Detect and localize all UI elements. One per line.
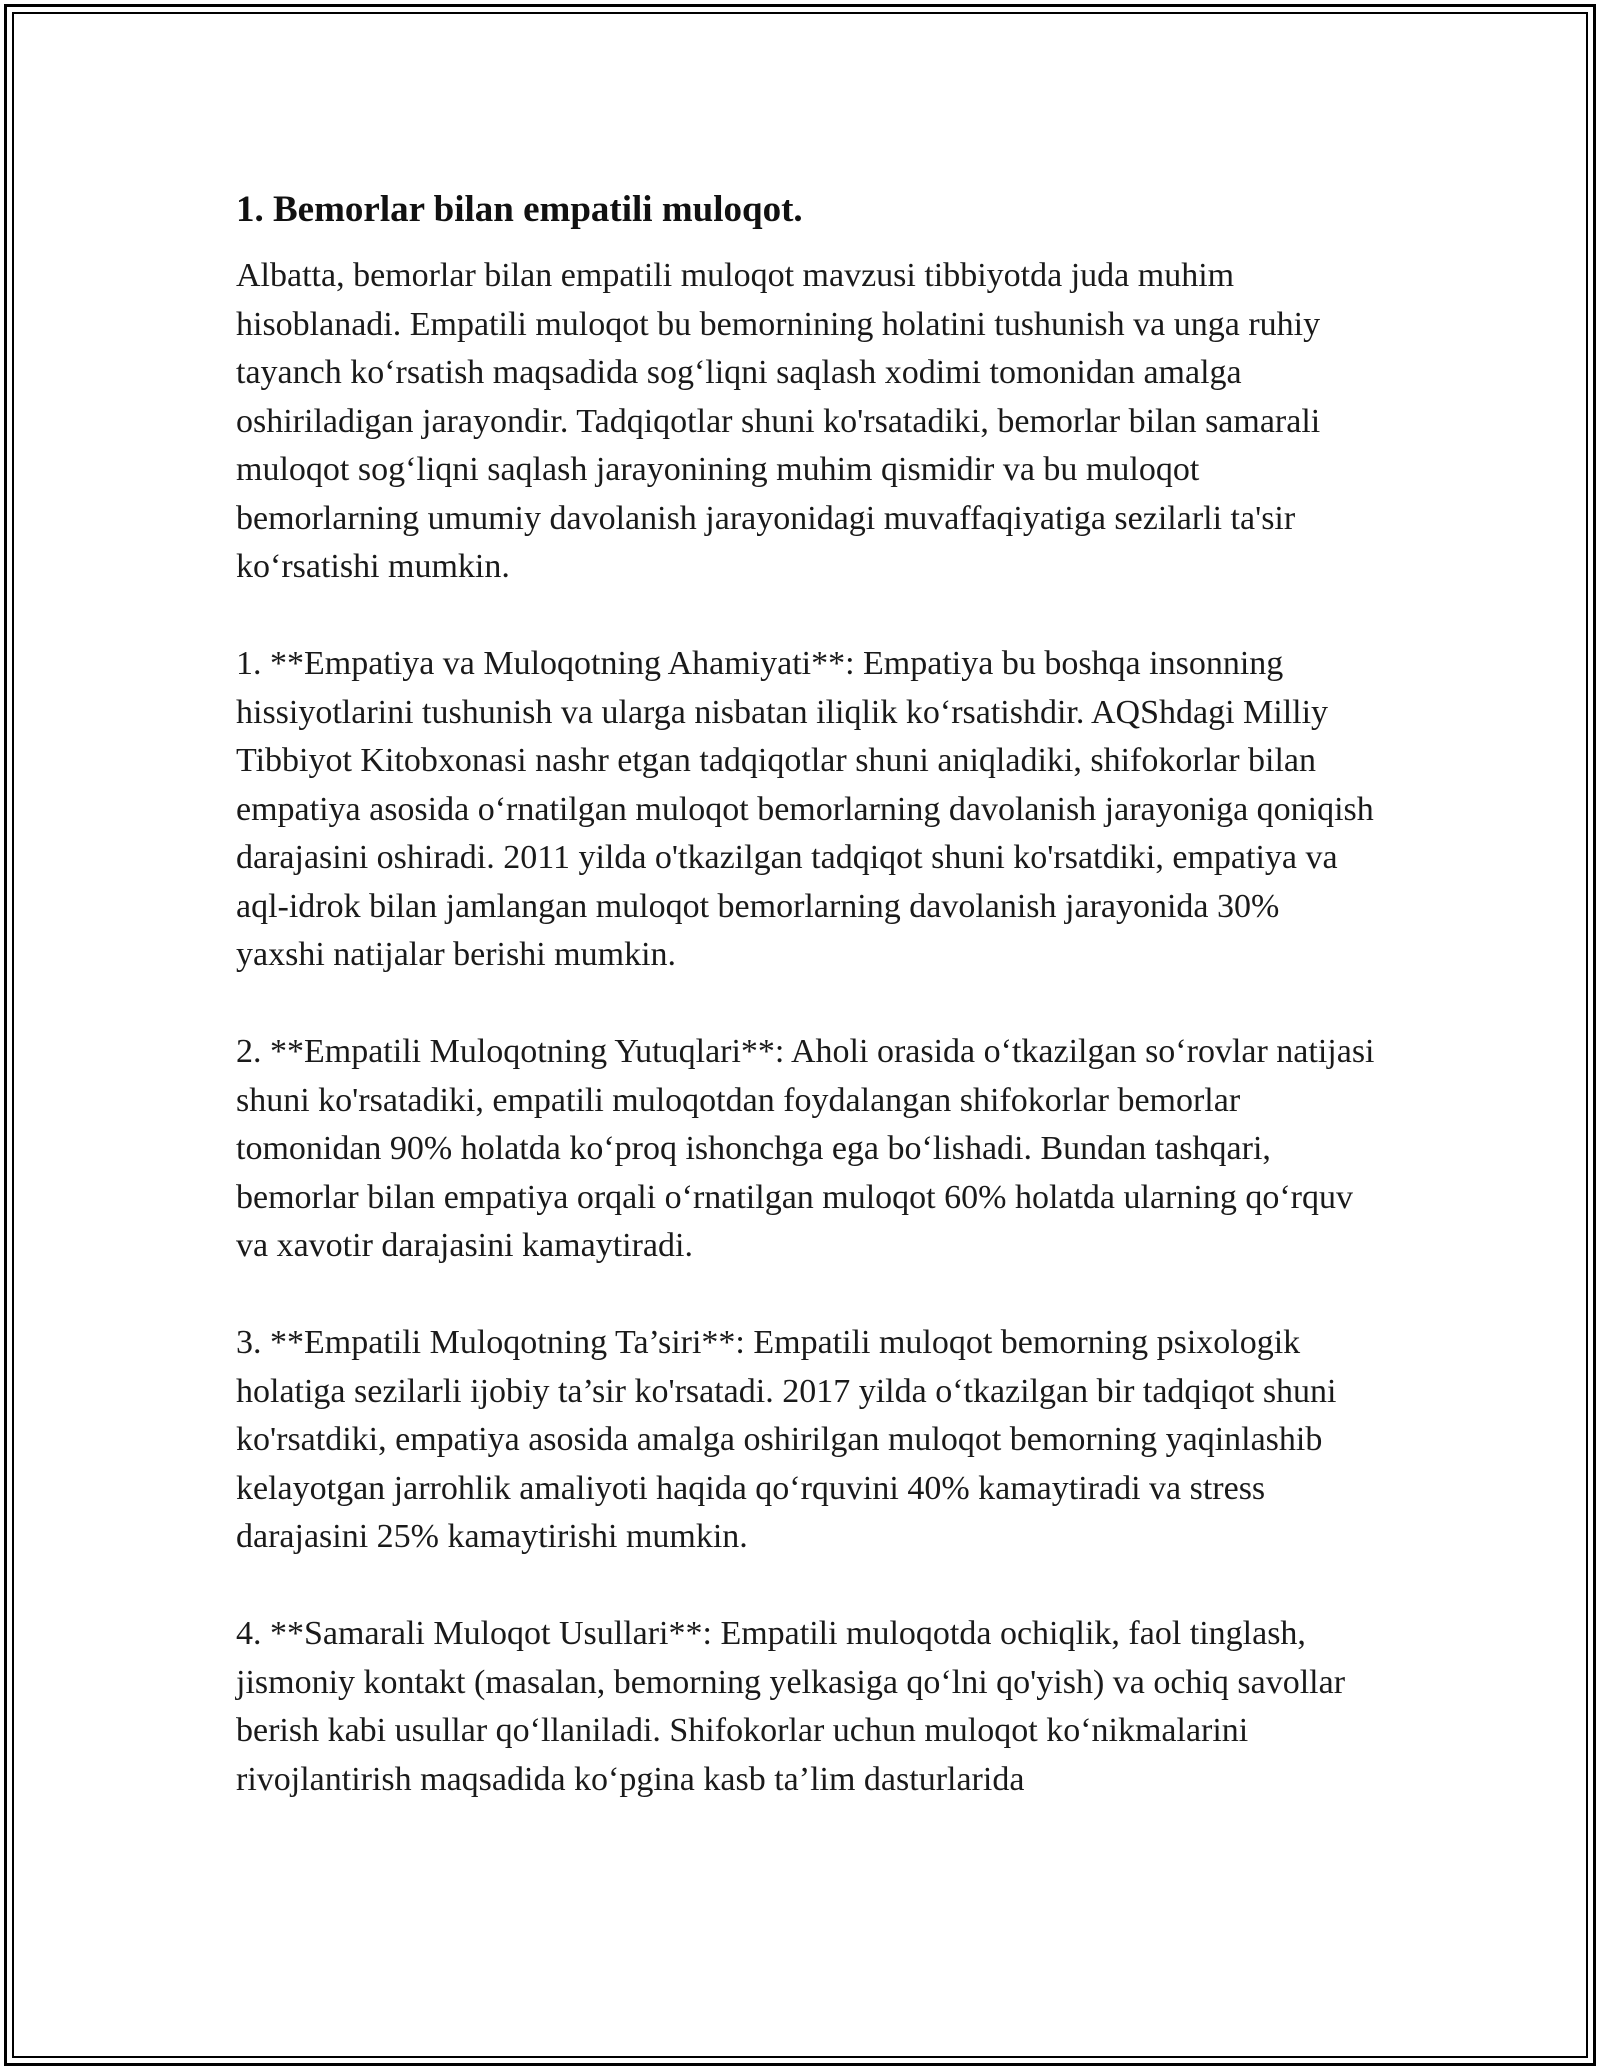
paragraph-item-3: 3. **Empatili Muloqotning Ta’siri**: Empatili muloqot bemorning psixologik holatiga sezilarli ijobiy ta’sir ko'rsatadi. 2017 yilda o‘tkazilgan bir tadqiqot shuni ko'rsatdiki, empatiya asosida amalga oshirilgan muloqot bemorning yaqinlashib kelayotgan jarrohlik amaliyoti haqida qo‘rquvini 40% kamaytiradi va stress darajasini 25% kamaytirishi mumkin. — [236, 1324, 1337, 1555]
document-title: 1. Bemorlar bilan empatili muloqot. — [236, 189, 803, 230]
paragraph-item-4: 4. **Samarali Muloqot Usullari**: Empatili muloqotda ochiqlik, faol tinglash, jismoniy kontakt (masalan, bemorning yelkasiga qo‘lni qo'yish) va ochiq savollar berish kabi usullar qo‘llaniladi. Shifokorlar uchun muloqot ko‘nikmalarini rivojlantirish maqsadida ko‘pgina kasb ta’lim dasturlarida — [236, 1615, 1346, 1798]
document-body — [236, 186, 1376, 1804]
paragraph-intro: Albatta, bemorlar bilan empatili muloqot mavzusi tibbiyotda juda muhim hisoblanadi. Empatili muloqot bu bemornining holatini tushunish va unga ruhiy tayanch ko‘rsatish maqsadida sog‘liqni saqlash xodimi tomonidan amalga oshiriladigan jarayondir. Tadqiqotlar shuni ko'rsatadiki, bemorlar bilan samarali muloqot sog‘liqni saqlash jarayonining muhim qismidir va bu muloqot bemorlarning umumiy davolanish jarayonidagi muvaffaqiyatiga sezilarli ta'sir ko‘rsatishi mumkin. — [236, 257, 1321, 585]
paragraph-item-2: 2. **Empatili Muloqotning Yutuqlari**: Aholi orasida o‘tkazilgan so‘rovlar natijasi shuni ko'rsatadiki, empatili muloqotdan foydalangan shifokorlar bemorlar tomonidan 90% holatda ko‘proq ishonchga ega bo‘lishadi. Bundan tashqari, bemorlar bilan empatiya orqali o‘rnatilgan muloqot 60% holatda ularning qo‘rquv va xavotir darajasini kamaytiradi. — [236, 1033, 1375, 1264]
paragraph-item-1: 1. **Empatiya va Muloqotning Ahamiyati**: Empatiya bu boshqa insonning hissiyotlarini tushunish va ularga nisbatan iliqlik ko‘rsatishdir. AQShdagi Milliy Tibbiyot Kitobxonasi nashr etgan tadqiqotlar shuni aniqladiki, shifokorlar bilan empatiya asosida o‘rnatilgan muloqot bemorlarning davolanish jarayoniga qoniqish darajasini oshiradi. 2011 yilda o'tkazilgan tadqiqot shuni ko'rsatdiki, empatiya va aql-idrok bilan jamlangan muloqot bemorlarning davolanish jarayonida 30% yaxshi natijalar berishi mumkin. — [236, 645, 1374, 973]
